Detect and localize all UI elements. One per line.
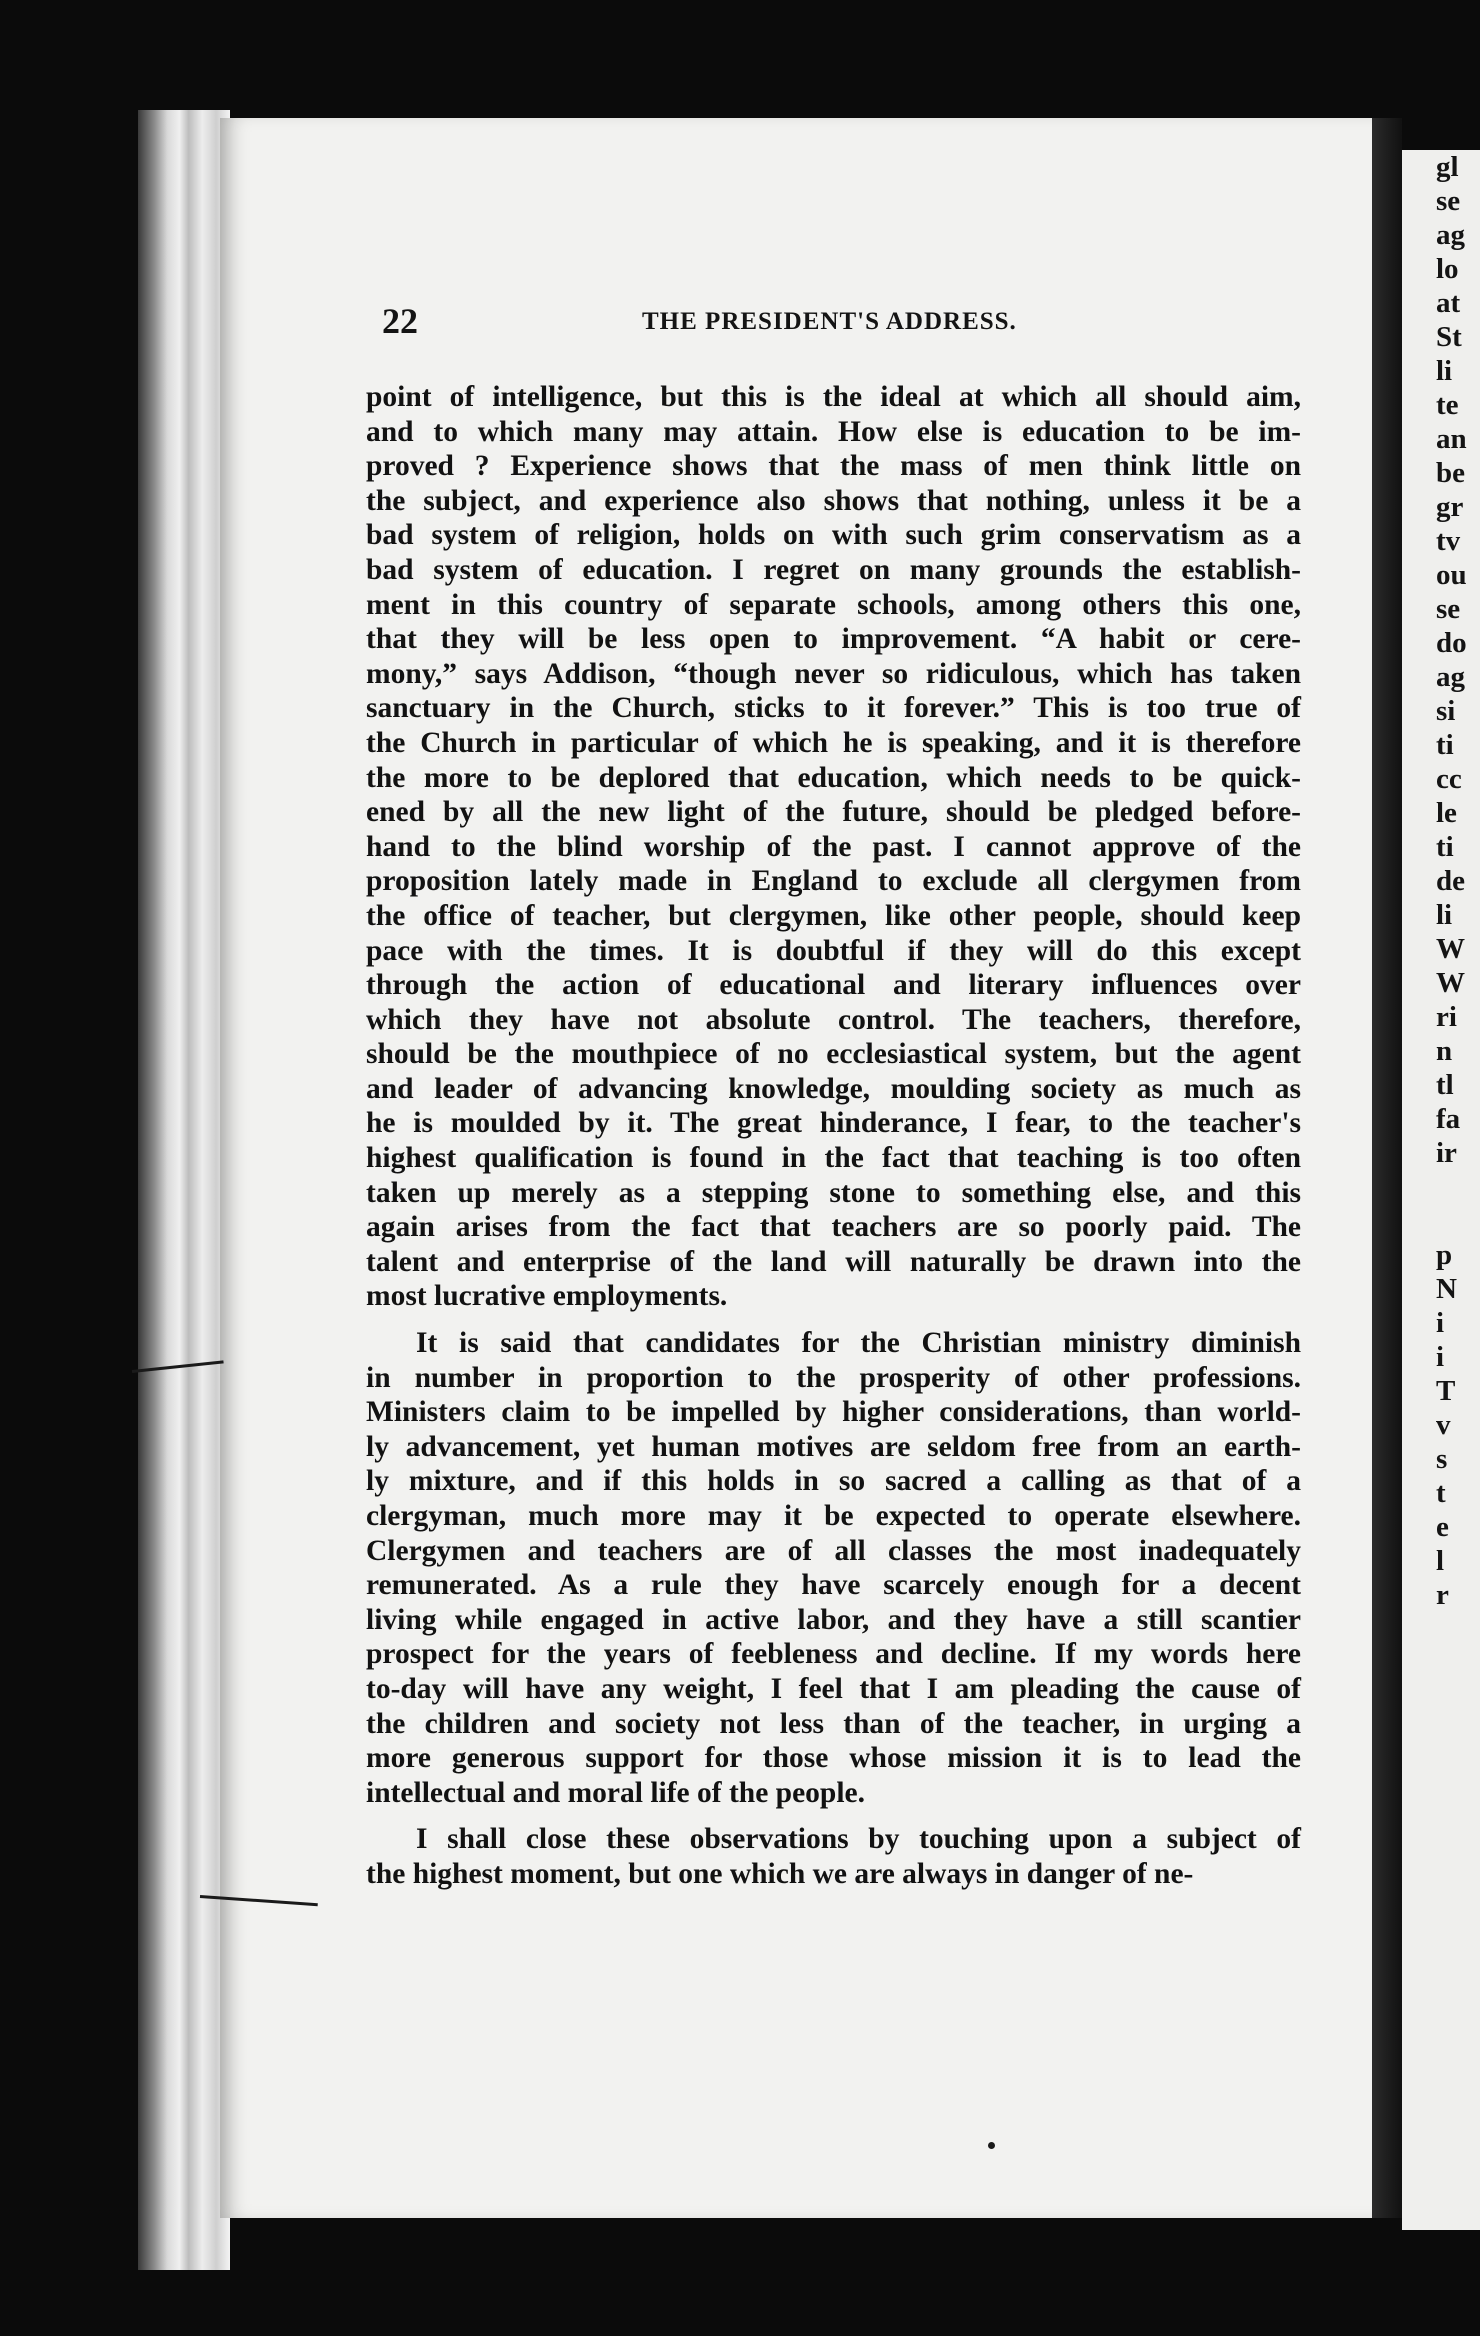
text-line: It is said that candidates for the Christian ministry diminish	[416, 1327, 1301, 1360]
facing-page-fragment: e	[1436, 1511, 1449, 1543]
text-line: highest qualification is found in the fact that teaching is too often	[366, 1142, 1301, 1175]
facing-page-fragment: r	[1436, 1579, 1449, 1611]
page-number: 22	[382, 301, 418, 341]
facing-page-fragment: de	[1436, 865, 1465, 897]
text-line: the children and society not less than of the teacher, in urging a	[366, 1707, 1301, 1740]
facing-page-fragment: ag	[1436, 219, 1465, 251]
facing-page-fragment: cc	[1436, 763, 1462, 795]
facing-page-fragment: ir	[1436, 1137, 1457, 1169]
facing-page-fragment: ri	[1436, 1001, 1457, 1033]
facing-page-fragment	[1402, 1204, 1480, 1238]
facing-page-fragment	[1402, 1170, 1480, 1204]
facing-page-fragment: se	[1436, 593, 1461, 625]
facing-page-fragment: li	[1436, 899, 1453, 931]
facing-page-fragment: tl	[1436, 1069, 1454, 1101]
text-line: clergyman, much more may it be expected to operate elsewhere.	[366, 1500, 1301, 1532]
text-line: hand to the blind worship of the past. I cannot approve of the	[366, 830, 1301, 863]
facing-page-fragment: St	[1436, 321, 1462, 353]
text-line: bad system of religion, holds on with such grim conservatism as a	[366, 519, 1301, 552]
facing-page-fragment: n	[1436, 1035, 1453, 1067]
facing-page-fragment: an	[1436, 423, 1467, 455]
facing-page-fragment: ti	[1436, 831, 1454, 863]
text-line: which they have not absolute control. The teachers, therefore,	[366, 1003, 1301, 1036]
text-line: sanctuary in the Church, sticks to it forever.” This is too true of	[366, 692, 1301, 725]
facing-page-fragment: li	[1436, 355, 1453, 387]
facing-page-fragment: gr	[1436, 491, 1464, 523]
text-line: mony,” says Addison, “though never so ridiculous, which has taken	[366, 657, 1301, 690]
text-line: I shall close these observations by touching upon a subject of	[416, 1823, 1301, 1856]
text-line: through the action of educational and literary influences over	[366, 969, 1301, 1002]
facing-page-fragment: fa	[1436, 1103, 1461, 1135]
facing-page-fragment: W	[1436, 933, 1465, 965]
text-line: he is moulded by it. The great hinderance, I fear, to the teacher's	[366, 1107, 1301, 1140]
text-line: and leader of advancing knowledge, moulding society as much as	[366, 1072, 1301, 1105]
text-line: that they will be less open to improvement. “A habit or cere-	[366, 623, 1301, 656]
text-line: the more to be deplored that education, which needs to be quick-	[366, 761, 1301, 794]
facing-page-fragment: T	[1436, 1375, 1456, 1407]
text-line: bad system of education. I regret on many grounds the establish-	[366, 553, 1301, 586]
facing-page-fragment: s	[1436, 1443, 1448, 1475]
text-line: the office of teacher, but clergymen, like other people, should keep	[366, 899, 1301, 932]
text-line: taken up merely as a stepping stone to something else, and this	[366, 1176, 1301, 1209]
text-line: intellectual and moral life of the people.	[366, 1776, 865, 1809]
facing-page-fragment: i	[1436, 1307, 1445, 1339]
text-line: ly advancement, yet human motives are seldom free from an earth-	[366, 1430, 1301, 1463]
facing-page-fragment: p	[1436, 1239, 1453, 1271]
facing-page-fragment: l	[1436, 1545, 1445, 1577]
text-line: the highest moment, but one which we are always in danger of ne-	[366, 1857, 1194, 1890]
facing-page-fragment: i	[1436, 1341, 1445, 1373]
facing-page-fragment: tv	[1436, 525, 1461, 557]
text-line: ened by all the new light of the future, should be pledged before-	[366, 796, 1301, 829]
text-line: Ministers claim to be impelled by higher considerations, than world-	[366, 1396, 1301, 1429]
facing-page-fragment: ag	[1436, 661, 1465, 693]
text-line: most lucrative employments.	[366, 1280, 728, 1313]
facing-page-fragment: te	[1436, 389, 1459, 421]
facing-page	[1402, 150, 1480, 2230]
ink-speck	[988, 2142, 995, 2149]
body-text	[366, 380, 1301, 1904]
text-line: point of intelligence, but this is the ideal at which all should aim,	[366, 381, 1301, 413]
text-line: and to which many may attain. How else is education to be im-	[366, 415, 1301, 448]
text-line: remunerated. As a rule they have scarcely enough for a decent	[366, 1569, 1301, 1602]
facing-page-fragment: v	[1436, 1409, 1451, 1441]
text-line: talent and enterprise of the land will naturally be drawn into the	[366, 1245, 1301, 1278]
facing-page-fragment: do	[1436, 627, 1467, 659]
facing-page-fragment: se	[1436, 185, 1461, 217]
facing-page-fragment: le	[1436, 797, 1457, 829]
text-line: should be the mouthpiece of no ecclesiastical system, but the agent	[366, 1038, 1301, 1071]
text-line: ment in this country of separate schools, among others this one,	[366, 588, 1301, 621]
paragraph	[366, 1822, 1301, 1891]
text-line: Clergymen and teachers are of all classes the most inadequately	[366, 1534, 1301, 1567]
paragraph	[366, 380, 1301, 1314]
text-line: more generous support for those whose mission it is to lead the	[366, 1742, 1301, 1775]
facing-page-fragment: W	[1436, 967, 1465, 999]
book-gutter	[1372, 118, 1402, 2218]
text-line: proposition lately made in England to exclude all clergymen from	[366, 865, 1301, 898]
text-line: living while engaged in active labor, and they have a still scantier	[366, 1603, 1301, 1636]
facing-page-fragment: gl	[1436, 151, 1459, 183]
text-line: the subject, and experience also shows that nothing, unless it be a	[366, 484, 1301, 517]
facing-page-fragment: si	[1436, 695, 1456, 727]
text-line: prospect for the years of feebleness and decline. If my words here	[366, 1638, 1301, 1671]
paragraph	[366, 1326, 1301, 1810]
facing-page-fragment: t	[1436, 1477, 1446, 1509]
facing-page-fragment: N	[1436, 1273, 1457, 1305]
facing-page-fragment: lo	[1436, 253, 1459, 285]
text-line: pace with the times. It is doubtful if they will do this except	[366, 934, 1301, 967]
text-line: ly mixture, and if this holds in so sacred a calling as that of a	[366, 1465, 1301, 1498]
text-line: again arises from the fact that teachers are so poorly paid. The	[366, 1211, 1301, 1244]
facing-page-fragment: ti	[1436, 729, 1454, 761]
text-line: the Church in particular of which he is speaking, and it is therefore	[366, 726, 1301, 759]
running-title: THE PRESIDENT'S ADDRESS.	[642, 308, 1017, 335]
facing-page-fragment: at	[1436, 287, 1461, 319]
book-page-edges	[138, 110, 230, 2270]
text-line: proved ? Experience shows that the mass of men think little on	[366, 450, 1301, 483]
page-header	[382, 300, 1302, 340]
text-line: to-day will have any weight, I feel that I am pleading the cause of	[366, 1672, 1301, 1705]
facing-page-fragment: be	[1436, 457, 1465, 489]
facing-page-fragment: ou	[1436, 559, 1467, 591]
text-line: in number in proportion to the prosperity of other professions.	[366, 1361, 1301, 1394]
